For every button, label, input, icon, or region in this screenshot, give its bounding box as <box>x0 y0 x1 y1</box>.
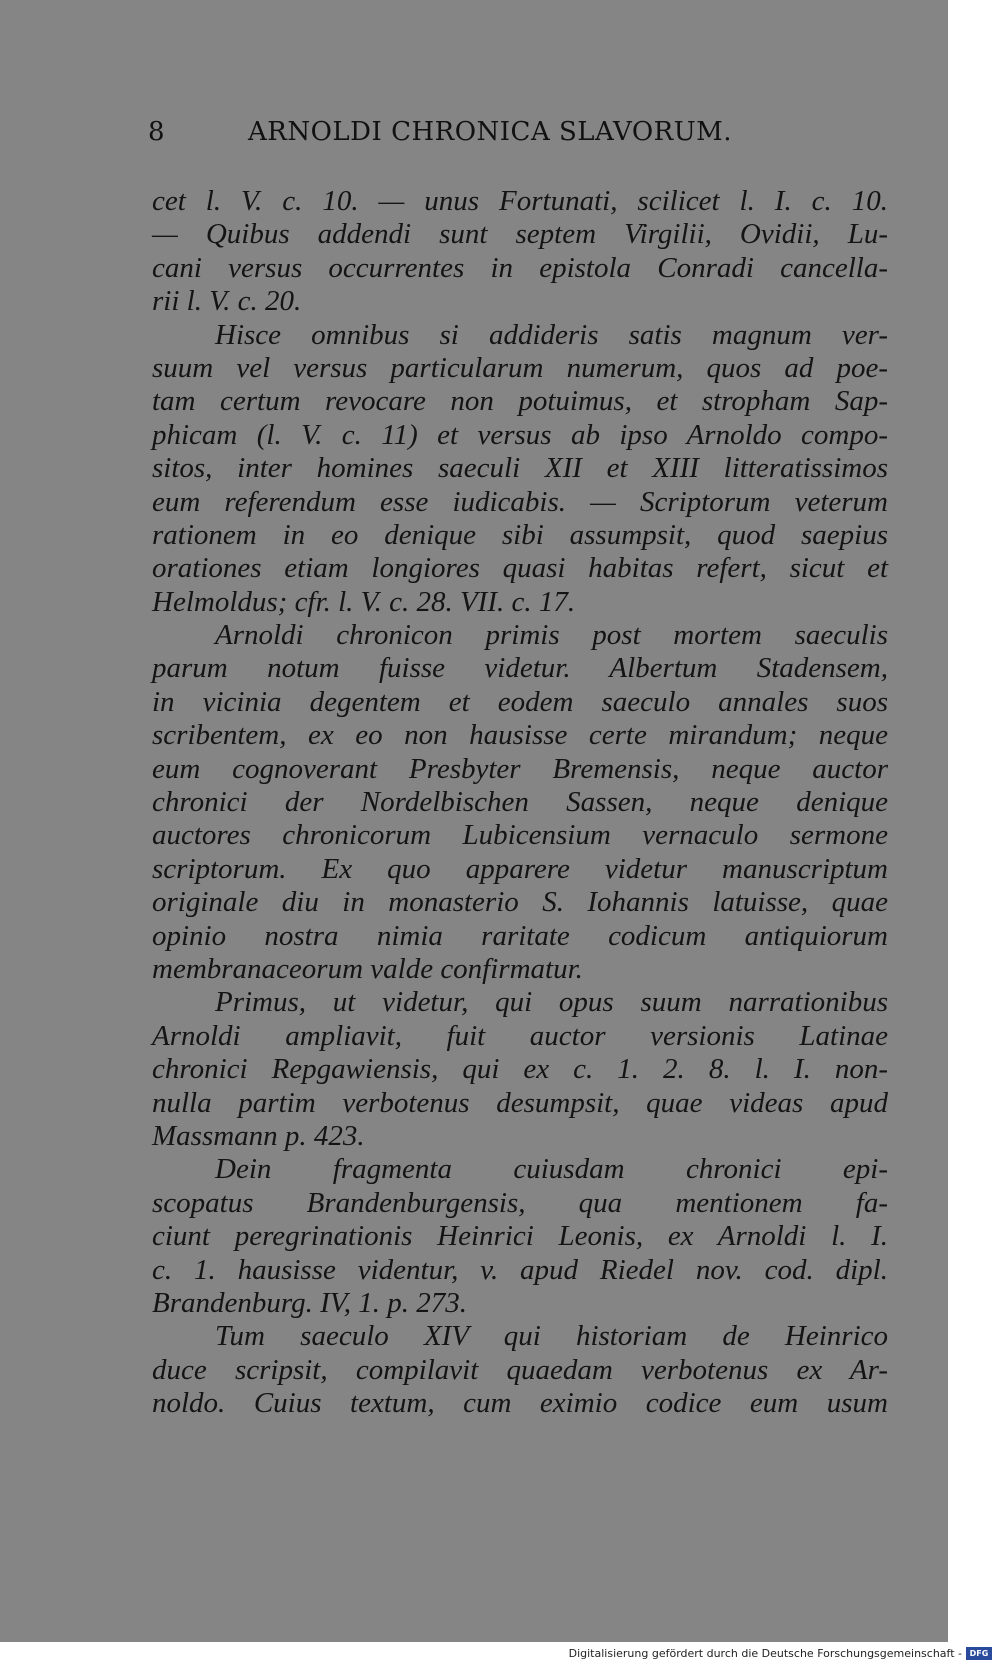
right-margin-strip <box>948 0 1000 1642</box>
funding-footer <box>569 1645 992 1661</box>
text-line: suum vel versus particularum numerum, quos ad poe- <box>152 351 888 384</box>
text-line: chronici Repgawiensis, qui ex c. 1. 2. 8. l. I. non- <box>152 1053 888 1086</box>
text-line: sitos, inter homines saeculi XII et XIII litteratissimos <box>152 452 888 485</box>
text-line: Hisce omnibus si addideris satis magnum ver- <box>215 318 888 351</box>
text-line: Primus, ut videtur, qui opus suum narrationibus <box>215 986 888 1019</box>
running-title: ARNOLDI CHRONICA SLAVORUM. <box>248 117 733 147</box>
text-line: nulla partim verbotenus desumpsit, quae videas apud <box>152 1086 888 1119</box>
body-text <box>152 185 888 1435</box>
text-line: duce scripsit, compilavit quaedam verbotenus ex Ar- <box>152 1353 888 1386</box>
text-line: phicam (l. V. c. 11) et versus ab ipso Arnoldo compo- <box>152 418 888 451</box>
text-line: — Quibus addendi sunt septem Virgilii, Ovidii, Lu- <box>152 218 888 251</box>
text-line: rii l. V. c. 20. <box>152 285 302 318</box>
text-line: orationes etiam longiores quasi habitas refert, sicut et <box>152 552 888 585</box>
text-line: eum cognoverant Presbyter Bremensis, neque auctor <box>152 752 888 785</box>
running-head <box>148 117 780 157</box>
text-line: originale diu in monasterio S. Iohannis latuisse, quae <box>152 886 888 919</box>
text-line: auctores chronicorum Lubicensium vernaculo sermone <box>152 819 888 852</box>
text-line: scriptorum. Ex quo apparere videtur manuscriptum <box>152 852 888 885</box>
text-line: Helmoldus; cfr. l. V. c. 28. VII. c. 17. <box>152 585 576 618</box>
text-line: cani versus occurrentes in epistola Conradi cancella- <box>152 251 888 284</box>
text-line: eum referendum esse iudicabis. — Scriptorum veterum <box>152 485 888 518</box>
page-number: 8 <box>148 117 166 147</box>
text-line: rationem in eo denique sibi assumpsit, quod saepius <box>152 518 888 551</box>
text-line: tam certum revocare non potuimus, et stropham Sap- <box>152 385 888 418</box>
text-line: opinio nostra nimia raritate codicum antiquiorum <box>152 919 888 952</box>
text-line: scribentem, ex eo non hausisse certe mirandum; neque <box>152 719 888 752</box>
text-line: Brandenburg. IV, 1. p. 273. <box>152 1286 467 1319</box>
text-line: Massmann p. 423. <box>152 1119 365 1152</box>
text-line: cet l. V. c. 10. — unus Fortunati, scilicet l. I. c. 10. <box>152 185 888 217</box>
text-line: parum notum fuisse videtur. Albertum Stadensem, <box>152 652 888 685</box>
text-line: Tum saeculo XIV qui historiam de Heinrico <box>215 1320 888 1353</box>
text-line: c. 1. hausisse videntur, v. apud Riedel nov. cod. dipl. <box>152 1253 888 1286</box>
text-line: scopatus Brandenburgensis, qua mentionem fa- <box>152 1186 888 1219</box>
footer-text: Digitalisierung gefördert durch die Deutsche Forschungsgemeinschaft - <box>568 1646 962 1660</box>
text-line: membranaceorum valde confirmatur. <box>152 952 583 985</box>
text-line: in vicinia degentem et eodem saeculo annales suos <box>152 685 888 718</box>
text-line: Arnoldi ampliavit, fuit auctor versionis Latinae <box>152 1019 888 1052</box>
text-line: noldo. Cuius textum, cum eximio codice eum usum <box>152 1387 888 1420</box>
text-line: ciunt peregrinationis Heinrici Leonis, ex Arnoldi l. I. <box>152 1220 888 1253</box>
text-line: Dein fragmenta cuiusdam chronici epi- <box>215 1153 888 1186</box>
text-line: chronici der Nordelbischen Sassen, neque denique <box>152 786 888 819</box>
dfg-logo: DFG <box>966 1647 992 1660</box>
text-line: Arnoldi chronicon primis post mortem saeculis <box>215 619 888 652</box>
